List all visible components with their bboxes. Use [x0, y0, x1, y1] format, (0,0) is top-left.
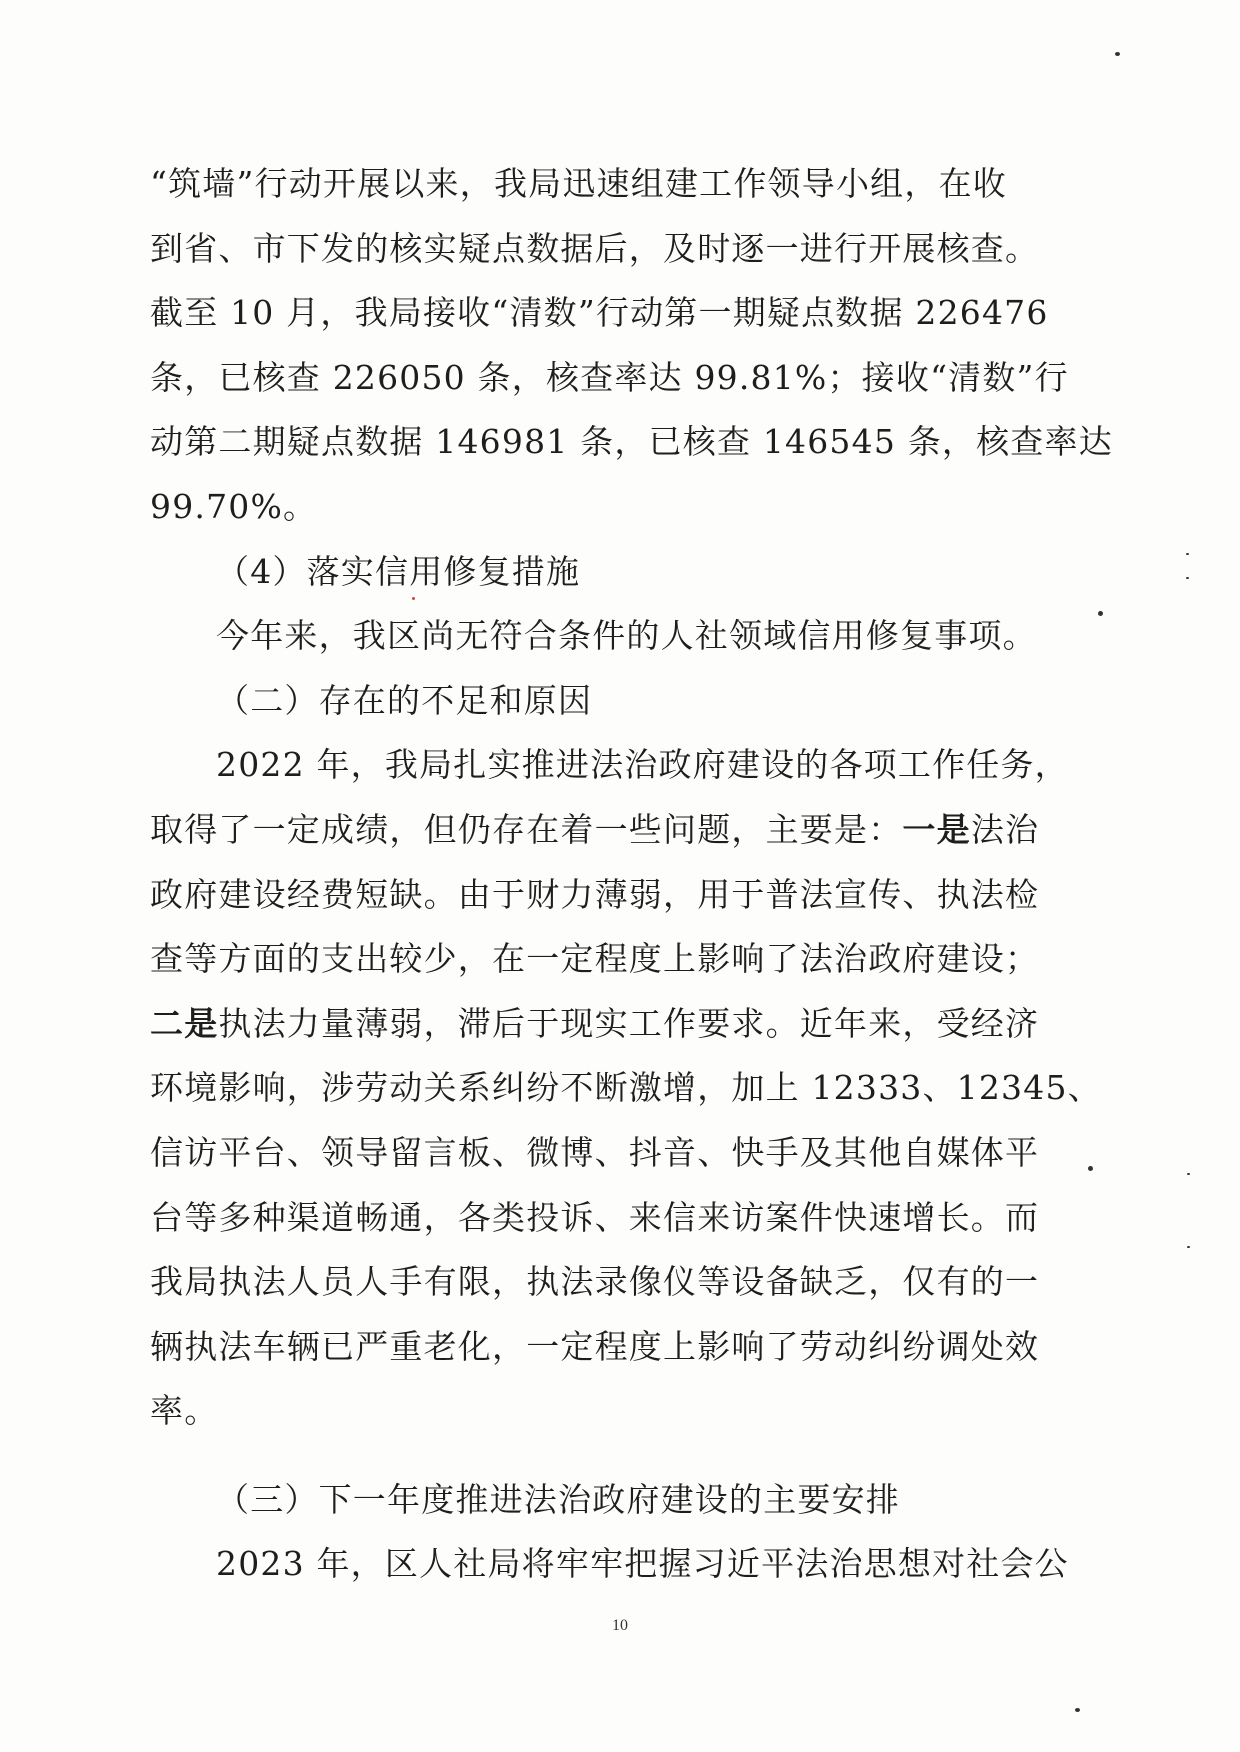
text-run: 取得了一定成绩，但仍存在着一些问题，主要是： [150, 809, 903, 849]
scan-speck [1098, 611, 1103, 616]
paragraph-line: 条，已核查 226050 条，核查率达 99.81%；接收“清数”行 [150, 357, 1069, 397]
paragraph-line: 查等方面的支出较少，在一定程度上影响了法治政府建设； [150, 939, 1040, 979]
paragraph-line: 环境影响，涉劳动关系纠纷不断激增，加上 12333、12345、 [150, 1068, 1102, 1108]
scan-speck [1186, 553, 1189, 555]
paragraph-line: 我局执法人员人手有限，执法录像仪等设备缺乏，仅有的一 [150, 1262, 1040, 1302]
text-run: 执法力量薄弱，滞后于现实工作要求。近年来，受经济 [218, 1003, 1040, 1043]
paragraph-gap [150, 1444, 1040, 1468]
paragraph-line: 截至 10 月，我局接收“清数”行动第一期疑点数据 226476 [150, 293, 1049, 333]
section-heading-3: （三）下一年度推进法治政府建设的主要安排 [216, 1479, 900, 1519]
paragraph-line: 到省、市下发的核实疑点数据后，及时逐一进行开展核查。 [150, 228, 1040, 268]
paragraph-line: 2023 年，区人社局将牢牢把握习近平法治思想对社会公 [216, 1544, 1069, 1584]
section-heading-4: （4）落实信用修复措施 [216, 551, 581, 591]
paragraph-line [150, 798, 1040, 863]
emphasis-text: 二是 [150, 1003, 219, 1043]
scan-speck [1115, 52, 1120, 56]
paragraph-line: 动第二期疑点数据 146981 条，已核查 146545 条，核查率达 [150, 422, 1113, 462]
paragraph-line [150, 992, 1040, 1057]
scan-speck [1075, 1708, 1080, 1712]
scan-speck [1187, 1173, 1190, 1175]
paragraph-line: 2022 年，我局扎实推进法治政府建设的各项工作任务， [216, 745, 1069, 785]
paragraph-line: 今年来，我区尚无符合条件的人社领域信用修复事项。 [216, 616, 1037, 656]
paragraph-line: 辆执法车辆已严重老化，一定程度上影响了劳动纠纷调处效 [150, 1326, 1040, 1366]
paragraph-line: 99.70%。 [150, 486, 318, 526]
scan-speck [1187, 1246, 1190, 1248]
document-body [150, 152, 1113, 1597]
paragraph-line: 政府建设经费短缺。由于财力薄弱，用于普法宣传、执法检 [150, 874, 1040, 914]
section-heading-2: （二）存在的不足和原因 [216, 680, 593, 720]
emphasis-text: 一是 [902, 809, 971, 849]
paragraph-line: 率。 [150, 1391, 219, 1431]
paragraph-line: “筑墙”行动开展以来，我局迅速组建工作领导小组，在收 [150, 164, 1007, 203]
scan-speck [1186, 577, 1189, 579]
scan-speck [1088, 1166, 1093, 1171]
scan-speck [412, 597, 415, 600]
paragraph-line: 信访平台、领导留言板、微博、抖音、快手及其他自媒体平 [150, 1132, 1040, 1172]
text-run: 法治 [970, 809, 1040, 849]
paragraph-line: 台等多种渠道畅通，各类投诉、来信来访案件快速增长。而 [150, 1197, 1040, 1237]
page-number: 10 [612, 1617, 628, 1634]
